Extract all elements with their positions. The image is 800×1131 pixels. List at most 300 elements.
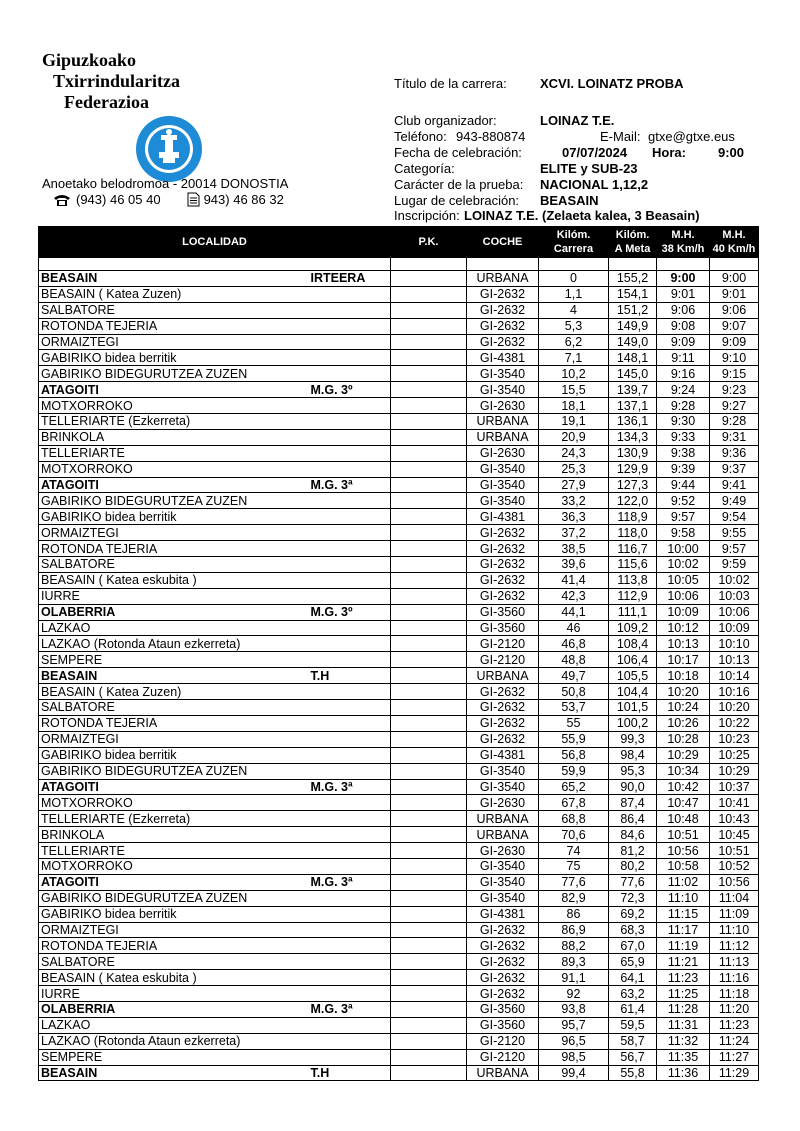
time-40-cell: 10:02 (710, 572, 759, 588)
time-40-cell: 9:57 (710, 541, 759, 557)
km-carrera-cell: 36,3 (539, 509, 609, 525)
note-cell (309, 954, 391, 970)
location-cell: BEASAIN ( Katea eskubita ) (39, 572, 309, 588)
km-meta-cell: 148,1 (609, 350, 657, 366)
time-38-cell: 10:02 (657, 557, 710, 573)
km-meta-cell: 105,5 (609, 668, 657, 684)
road-cell: GI-4381 (467, 509, 539, 525)
title-label: Título de la carrera: (394, 76, 507, 91)
note-cell (309, 731, 391, 747)
km-meta-cell: 67,0 (609, 938, 657, 954)
note-cell (309, 445, 391, 461)
road-cell: GI-3540 (467, 779, 539, 795)
time-38-cell: 11:15 (657, 906, 710, 922)
table-row (39, 954, 759, 970)
table-row (39, 795, 759, 811)
km-meta-cell: 58,7 (609, 1033, 657, 1049)
location-cell: ORMAIZTEGI (39, 334, 309, 350)
table-row (39, 350, 759, 366)
pk-cell (391, 398, 467, 414)
pk-cell (391, 763, 467, 779)
km-meta-cell: 100,2 (609, 715, 657, 731)
time-38-cell: 11:02 (657, 874, 710, 890)
time-40-cell: 11:16 (710, 970, 759, 986)
km-meta-cell: 118,9 (609, 509, 657, 525)
date-value: 07/07/2024 (562, 145, 628, 160)
pk-cell (391, 509, 467, 525)
km-meta-cell: 99,3 (609, 731, 657, 747)
km-carrera-cell: 15,5 (539, 382, 609, 398)
location-cell: GABIRIKO BIDEGURUTZEA ZUZEN (39, 890, 309, 906)
location-cell: ATAGOITI (39, 477, 309, 493)
road-cell: GI-2632 (467, 588, 539, 604)
km-meta-cell: 80,2 (609, 858, 657, 874)
pk-cell (391, 970, 467, 986)
table-row (39, 429, 759, 445)
time-40-cell: 10:51 (710, 843, 759, 859)
location-cell: SEMPERE (39, 1049, 309, 1065)
note-cell (309, 588, 391, 604)
km-carrera-cell: 55,9 (539, 731, 609, 747)
km-carrera-cell: 18,1 (539, 398, 609, 414)
time-40-cell: 10:37 (710, 779, 759, 795)
road-cell: GI-2632 (467, 970, 539, 986)
table-row (39, 414, 759, 430)
pk-cell (391, 858, 467, 874)
km-carrera-cell: 93,8 (539, 1001, 609, 1017)
time-38-cell: 10:18 (657, 668, 710, 684)
note-cell (309, 827, 391, 843)
location-cell: OLABERRIA (39, 1001, 309, 1017)
road-cell: GI-2632 (467, 318, 539, 334)
note-cell (309, 366, 391, 382)
time-40-cell: 10:43 (710, 811, 759, 827)
pk-cell (391, 843, 467, 859)
note-cell (309, 461, 391, 477)
time-38-cell: 10:47 (657, 795, 710, 811)
road-cell: GI-2632 (467, 684, 539, 700)
km-meta-cell: 112,9 (609, 588, 657, 604)
header-mh-38: M.H. 38 Km/h (657, 227, 710, 258)
km-meta-cell: 55,8 (609, 1065, 657, 1081)
note-cell (309, 557, 391, 573)
time-38-cell: 10:56 (657, 843, 710, 859)
location-cell: SEMPERE (39, 652, 309, 668)
location-cell: ORMAIZTEGI (39, 731, 309, 747)
note-cell (309, 1017, 391, 1033)
km-carrera-cell: 92 (539, 986, 609, 1002)
time-40-cell: 9:54 (710, 509, 759, 525)
location-cell: LAZKAO (Rotonda Ataun ezkerreta) (39, 636, 309, 652)
note-cell: T.H (309, 668, 391, 684)
header-pk: P.K. (391, 227, 467, 258)
km-carrera-cell: 37,2 (539, 525, 609, 541)
location-cell: IURRE (39, 588, 309, 604)
itinerary-body (39, 258, 759, 1081)
pk-cell (391, 906, 467, 922)
table-row (39, 1049, 759, 1065)
table-row (39, 890, 759, 906)
fax-document-icon (187, 192, 200, 207)
km-carrera-cell: 91,1 (539, 970, 609, 986)
note-cell (309, 509, 391, 525)
table-row (39, 906, 759, 922)
club-label: Club organizador: (394, 113, 497, 128)
km-meta-cell: 68,3 (609, 922, 657, 938)
note-cell (309, 922, 391, 938)
location-cell: SALBATORE (39, 557, 309, 573)
pk-cell (391, 811, 467, 827)
road-cell: GI-2630 (467, 843, 539, 859)
km-carrera-cell: 0 (539, 271, 609, 287)
itinerary-table (38, 226, 759, 1081)
pk-cell (391, 302, 467, 318)
road-cell: URBANA (467, 429, 539, 445)
km-carrera-cell: 77,6 (539, 874, 609, 890)
time-40-cell: 9:23 (710, 382, 759, 398)
pk-cell (391, 318, 467, 334)
road-cell: GI-2630 (467, 795, 539, 811)
pk-cell (391, 731, 467, 747)
location-cell: GABIRIKO bidea berritik (39, 350, 309, 366)
km-carrera-cell: 5,3 (539, 318, 609, 334)
note-cell (309, 843, 391, 859)
time-38-cell: 10:24 (657, 700, 710, 716)
pk-cell (391, 477, 467, 493)
note-cell (309, 636, 391, 652)
time-38-cell: 9:11 (657, 350, 710, 366)
time-38-cell: 10:42 (657, 779, 710, 795)
time-40-cell: 10:56 (710, 874, 759, 890)
table-header-row (39, 227, 759, 258)
road-cell: URBANA (467, 811, 539, 827)
km-carrera-cell: 20,9 (539, 429, 609, 445)
time-40-cell: 10:22 (710, 715, 759, 731)
header-mh-40: M.H. 40 Km/h (710, 227, 759, 258)
road-cell: GI-4381 (467, 350, 539, 366)
time-38-cell: 9:28 (657, 398, 710, 414)
km-carrera-cell: 10,2 (539, 366, 609, 382)
km-meta-cell: 109,2 (609, 620, 657, 636)
km-meta-cell: 104,4 (609, 684, 657, 700)
location-cell: OLABERRIA (39, 604, 309, 620)
table-row (39, 922, 759, 938)
road-cell: GI-3540 (467, 461, 539, 477)
road-cell: GI-2120 (467, 636, 539, 652)
km-meta-cell: 139,7 (609, 382, 657, 398)
location-cell: BEASAIN (39, 1065, 309, 1081)
road-cell: GI-3540 (467, 493, 539, 509)
pk-cell (391, 366, 467, 382)
time-38-cell: 10:09 (657, 604, 710, 620)
note-cell: IRTEERA (309, 271, 391, 287)
road-cell: GI-2632 (467, 334, 539, 350)
note-cell (309, 414, 391, 430)
table-row (39, 493, 759, 509)
km-meta-cell: 115,6 (609, 557, 657, 573)
km-carrera-cell: 95,7 (539, 1017, 609, 1033)
time-40-cell: 9:31 (710, 429, 759, 445)
location-cell: TELLERIARTE (39, 843, 309, 859)
club-value: LOINAZ T.E. (540, 113, 615, 128)
pk-cell (391, 890, 467, 906)
location-cell: SALBATORE (39, 302, 309, 318)
km-meta-cell: 64,1 (609, 970, 657, 986)
road-cell: GI-3540 (467, 858, 539, 874)
header-coche: COCHE (467, 227, 539, 258)
pk-cell (391, 557, 467, 573)
location-cell: ROTONDA TEJERIA (39, 715, 309, 731)
km-carrera-cell: 68,8 (539, 811, 609, 827)
table-row (39, 715, 759, 731)
road-cell: GI-4381 (467, 747, 539, 763)
road-cell: GI-2120 (467, 1049, 539, 1065)
pk-cell (391, 1001, 467, 1017)
road-cell: URBANA (467, 1065, 539, 1081)
note-cell (309, 620, 391, 636)
note-cell (309, 970, 391, 986)
road-cell: GI-2632 (467, 986, 539, 1002)
federation-fax (187, 192, 284, 207)
note-cell (309, 684, 391, 700)
pk-cell (391, 588, 467, 604)
time-40-cell: 10:45 (710, 827, 759, 843)
note-cell (309, 715, 391, 731)
km-meta-cell: 86,4 (609, 811, 657, 827)
location-cell: IURRE (39, 986, 309, 1002)
km-carrera-cell: 46,8 (539, 636, 609, 652)
time-40-cell: 10:29 (710, 763, 759, 779)
time-40-cell: 9:27 (710, 398, 759, 414)
federation-phone-number: (943) 46 05 40 (76, 192, 161, 207)
time-40-cell: 9:09 (710, 334, 759, 350)
time-38-cell: 10:17 (657, 652, 710, 668)
note-cell (309, 1049, 391, 1065)
km-meta-cell: 151,2 (609, 302, 657, 318)
location-cell: MOTXORROKO (39, 858, 309, 874)
km-meta-cell: 101,5 (609, 700, 657, 716)
km-meta-cell: 95,3 (609, 763, 657, 779)
pk-cell (391, 541, 467, 557)
km-meta-cell: 149,0 (609, 334, 657, 350)
road-cell: GI-3560 (467, 1001, 539, 1017)
note-cell (309, 906, 391, 922)
road-cell: GI-3540 (467, 763, 539, 779)
time-38-cell: 11:21 (657, 954, 710, 970)
phone-label: Teléfono: (394, 129, 447, 144)
km-meta-cell: 90,0 (609, 779, 657, 795)
note-cell: M.G. 3ª (309, 477, 391, 493)
time-38-cell: 10:51 (657, 827, 710, 843)
km-meta-cell: 129,9 (609, 461, 657, 477)
email-value: gtxe@gtxe.eus (648, 129, 735, 144)
location-cell: MOTXORROKO (39, 461, 309, 477)
time-40-cell: 9:28 (710, 414, 759, 430)
table-row (39, 779, 759, 795)
table-row (39, 477, 759, 493)
table-row (39, 588, 759, 604)
pk-cell (391, 445, 467, 461)
km-meta-cell: 56,7 (609, 1049, 657, 1065)
time-40-cell: 9:07 (710, 318, 759, 334)
road-cell: GI-3540 (467, 890, 539, 906)
location-cell: ATAGOITI (39, 382, 309, 398)
pk-cell (391, 525, 467, 541)
km-carrera-cell: 33,2 (539, 493, 609, 509)
note-cell (309, 334, 391, 350)
table-row (39, 1033, 759, 1049)
time-38-cell: 9:57 (657, 509, 710, 525)
time-38-cell: 11:17 (657, 922, 710, 938)
km-meta-cell: 108,4 (609, 636, 657, 652)
time-40-cell: 9:59 (710, 557, 759, 573)
federation-fax-number: 943) 46 86 32 (203, 192, 284, 207)
table-row (39, 541, 759, 557)
note-cell (309, 811, 391, 827)
federation-address: Anoetako belodromoa - 20014 DONOSTIA (42, 176, 289, 191)
time-38-cell: 10:13 (657, 636, 710, 652)
table-row (39, 636, 759, 652)
time-40-cell: 10:23 (710, 731, 759, 747)
pk-cell (391, 271, 467, 287)
pk-cell (391, 1049, 467, 1065)
time-40-cell: 11:18 (710, 986, 759, 1002)
time-40-cell: 11:20 (710, 1001, 759, 1017)
pk-cell (391, 684, 467, 700)
road-cell: GI-3540 (467, 382, 539, 398)
km-carrera-cell: 6,2 (539, 334, 609, 350)
note-cell: M.G. 3ª (309, 779, 391, 795)
table-row (39, 652, 759, 668)
telephone-icon (52, 193, 72, 207)
location-cell: LAZKAO (39, 620, 309, 636)
time-40-cell: 9:49 (710, 493, 759, 509)
federation-name-line3: Federazioa (64, 92, 149, 112)
km-carrera-cell: 24,3 (539, 445, 609, 461)
km-carrera-cell: 1,1 (539, 286, 609, 302)
km-carrera-cell: 86,9 (539, 922, 609, 938)
time-38-cell: 11:36 (657, 1065, 710, 1081)
time-38-cell: 9:01 (657, 286, 710, 302)
location-cell: BEASAIN ( Katea eskubita ) (39, 970, 309, 986)
table-row (39, 572, 759, 588)
time-38-cell: 10:48 (657, 811, 710, 827)
time-38-cell: 9:30 (657, 414, 710, 430)
road-cell: GI-2630 (467, 398, 539, 414)
time-40-cell: 11:29 (710, 1065, 759, 1081)
table-row (39, 1065, 759, 1081)
time-38-cell: 9:16 (657, 366, 710, 382)
location-cell: ORMAIZTEGI (39, 922, 309, 938)
pk-cell (391, 350, 467, 366)
table-row (39, 286, 759, 302)
km-carrera-cell: 41,4 (539, 572, 609, 588)
location-cell: GABIRIKO bidea berritik (39, 906, 309, 922)
table-row (39, 318, 759, 334)
header-localidad: LOCALIDAD (39, 227, 391, 258)
federation-phone (52, 192, 161, 207)
location-cell: ROTONDA TEJERIA (39, 541, 309, 557)
km-carrera-cell: 49,7 (539, 668, 609, 684)
pk-cell (391, 286, 467, 302)
km-meta-cell: 130,9 (609, 445, 657, 461)
time-38-cell: 9:52 (657, 493, 710, 509)
location-cell: LAZKAO (Rotonda Ataun ezkerreta) (39, 1033, 309, 1049)
km-meta-cell: 122,0 (609, 493, 657, 509)
pk-cell (391, 747, 467, 763)
km-carrera-cell: 39,6 (539, 557, 609, 573)
phone-value: 943-880874 (456, 129, 526, 144)
km-meta-cell: 65,9 (609, 954, 657, 970)
table-row (39, 747, 759, 763)
email-label: E-Mail: (600, 129, 641, 144)
registration-label: Inscripción: (394, 208, 460, 223)
pk-cell (391, 779, 467, 795)
table-row (39, 938, 759, 954)
note-cell (309, 1033, 391, 1049)
time-38-cell: 10:00 (657, 541, 710, 557)
pk-cell (391, 827, 467, 843)
pk-cell (391, 986, 467, 1002)
pk-cell (391, 604, 467, 620)
note-cell (309, 938, 391, 954)
table-row (39, 398, 759, 414)
location-cell: BEASAIN ( Katea Zuzen) (39, 286, 309, 302)
road-cell: URBANA (467, 668, 539, 684)
table-row (39, 557, 759, 573)
km-carrera-cell: 99,4 (539, 1065, 609, 1081)
road-cell: GI-2120 (467, 1033, 539, 1049)
location-cell: SALBATORE (39, 700, 309, 716)
road-cell: GI-3540 (467, 366, 539, 382)
km-meta-cell: 98,4 (609, 747, 657, 763)
km-carrera-cell: 4 (539, 302, 609, 318)
km-meta-cell: 111,1 (609, 604, 657, 620)
time-38-cell: 9:38 (657, 445, 710, 461)
road-cell: GI-4381 (467, 906, 539, 922)
km-meta-cell: 84,6 (609, 827, 657, 843)
pk-cell (391, 636, 467, 652)
table-row (39, 668, 759, 684)
pk-cell (391, 795, 467, 811)
note-cell (309, 302, 391, 318)
location-cell: GABIRIKO BIDEGURUTZEA ZUZEN (39, 366, 309, 382)
time-38-cell: 10:06 (657, 588, 710, 604)
place-value: BEASAIN (540, 193, 599, 208)
table-row (39, 604, 759, 620)
time-38-cell: 10:05 (657, 572, 710, 588)
time-38-cell: 9:33 (657, 429, 710, 445)
character-label: Carácter de la prueba: (394, 177, 524, 192)
km-meta-cell: 87,4 (609, 795, 657, 811)
km-carrera-cell: 48,8 (539, 652, 609, 668)
federation-contacts (52, 192, 284, 207)
km-meta-cell: 118,0 (609, 525, 657, 541)
km-carrera-cell: 59,9 (539, 763, 609, 779)
time-40-cell: 11:04 (710, 890, 759, 906)
km-meta-cell: 72,3 (609, 890, 657, 906)
table-row (39, 731, 759, 747)
table-row (39, 763, 759, 779)
km-carrera-cell: 53,7 (539, 700, 609, 716)
time-40-cell: 9:37 (710, 461, 759, 477)
category-value: ELITE y SUB-23 (540, 161, 638, 176)
road-cell: GI-3560 (467, 620, 539, 636)
note-cell (309, 572, 391, 588)
note-cell: M.G. 3ª (309, 1001, 391, 1017)
km-meta-cell: 63,2 (609, 986, 657, 1002)
km-meta-cell: 116,7 (609, 541, 657, 557)
